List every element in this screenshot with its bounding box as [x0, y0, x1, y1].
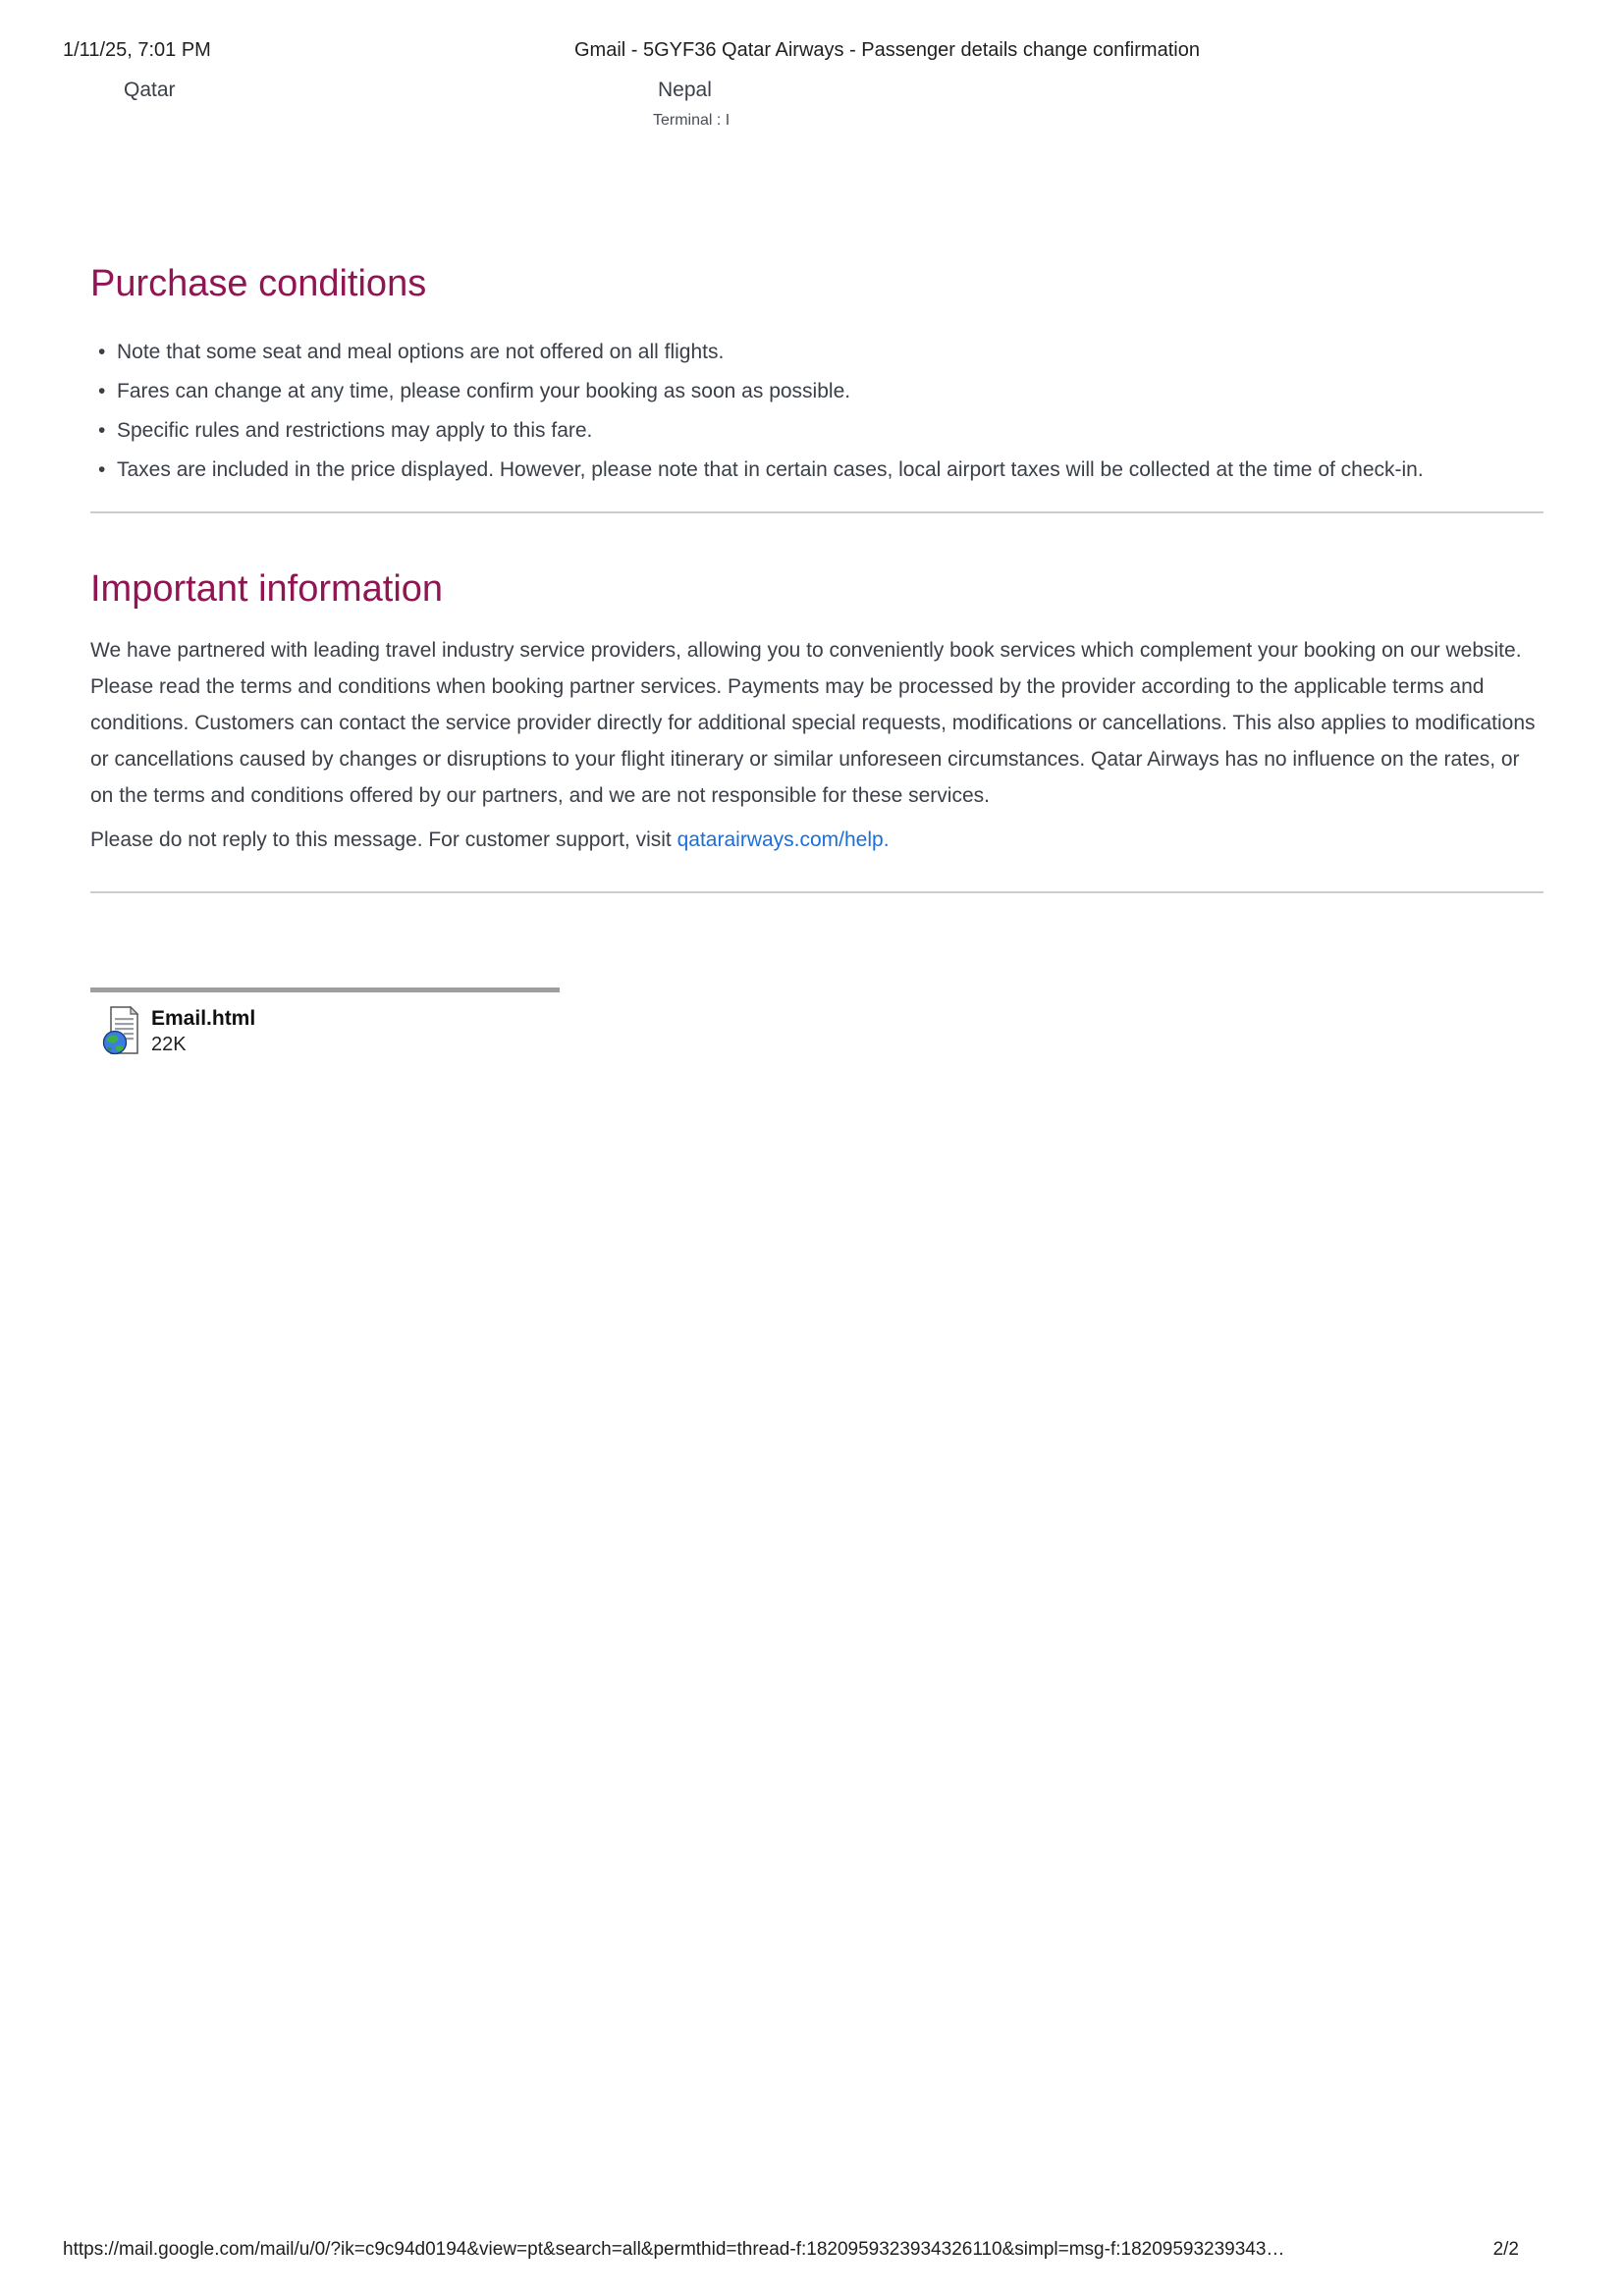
support-text: Please do not reply to this message. For customer support, visit	[90, 828, 677, 851]
flight-destination-country: Nepal	[658, 79, 712, 101]
attachment-meta	[151, 1006, 255, 1057]
flight-origin-country: Qatar	[124, 79, 176, 101]
attachment-filename: Email.html	[151, 1007, 256, 1030]
important-information-heading: Important information	[90, 568, 444, 610]
page-indicator: 2/2	[1492, 2239, 1519, 2260]
email-body-content	[90, 263, 1543, 1057]
purchase-conditions-list	[90, 334, 1543, 488]
support-paragraph	[90, 822, 1543, 858]
footer-url: https://mail.google.com/mail/u/0/?ik=c9c94d0194&view=pt&search=all&permthid=thread-f:1820959323934326110&simpl=msg-f:18209593239343…	[63, 2239, 1285, 2260]
purchase-condition-item: • Taxes are included in the price displayed. However, please note that in certain cases, local airport taxes will be collected at the time of check-in.	[90, 452, 1543, 488]
section-divider	[90, 511, 1543, 513]
attachment-section-divider	[90, 891, 1543, 893]
document-title: Gmail - 5GYF36 Qatar Airways - Passenger details change confirmation	[574, 39, 1200, 61]
attachment-divider-bar	[90, 988, 560, 992]
purchase-condition-item: • Fares can change at any time, please confirm your booking as soon as possible.	[90, 373, 1543, 409]
flight-terminal-label: Terminal : I	[653, 112, 731, 129]
purchase-condition-item: • Note that some seat and meal options are not offered on all flights.	[90, 334, 1543, 370]
purchase-conditions-heading: Purchase conditions	[90, 263, 427, 304]
partner-services-paragraph: We have partnered with leading travel industry service providers, allowing you to conveniently book services which complement your booking on our website. Please read the terms and conditions when booking partner services. Payments may be processed by the provider according to the applicable terms and conditions. Customers can contact the service provider directly for additional special requests, modifications or cancellations. This also applies to modifications or cancellations caused by changes or disruptions to your flight itinerary or similar unforeseen circumstances. Qatar Airways has no influence on the rates, or on the terms and conditions offered by our partners, and we are not responsible for these services.	[90, 639, 1536, 807]
html-file-icon	[102, 1006, 139, 1057]
purchase-condition-item: • Specific rules and restrictions may apply to this fare.	[90, 412, 1543, 449]
help-link[interactable]: qatarairways.com/help.	[677, 828, 890, 851]
print-datetime: 1/11/25, 7:01 PM	[63, 39, 211, 61]
attachment-size: 22K	[151, 1034, 187, 1055]
attachment-item	[90, 1006, 1543, 1057]
